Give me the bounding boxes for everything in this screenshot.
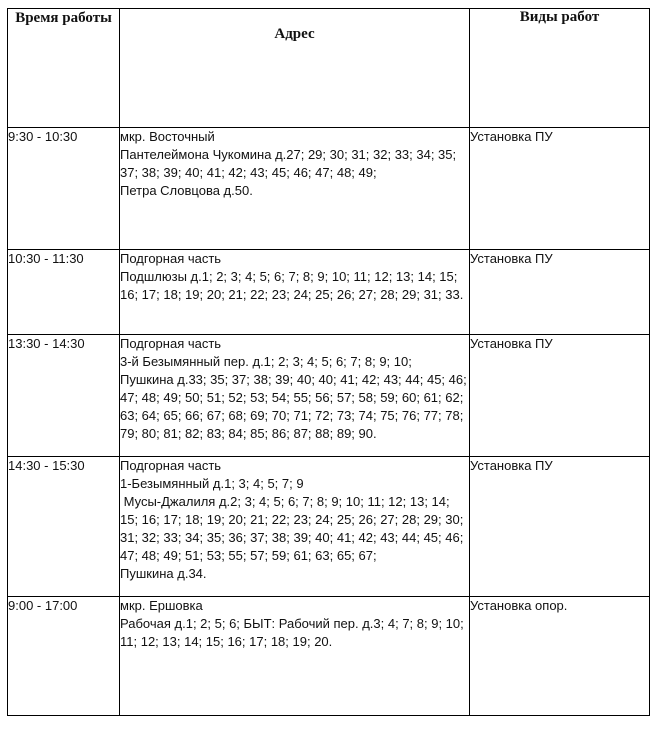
work-cell: Установка ПУ	[470, 128, 650, 250]
work-cell: Установка ПУ	[470, 457, 650, 597]
table-row	[8, 457, 650, 597]
header-time	[8, 9, 120, 128]
address-line: Подгорная часть	[120, 251, 222, 266]
time-cell: 14:30 - 15:30	[8, 457, 120, 597]
address-cell	[120, 457, 470, 597]
address-cell	[120, 335, 470, 457]
schedule-table	[7, 8, 650, 716]
address-line: Петра Словцова д.50.	[120, 183, 253, 198]
header-time-label: Время работы	[15, 10, 112, 26]
address-cell	[120, 597, 470, 716]
table-row	[8, 597, 650, 716]
work-cell: Установка ПУ	[470, 335, 650, 457]
address-line: Подгорная часть	[120, 458, 222, 473]
table-row	[8, 335, 650, 457]
address-line: Рабочая д.1; 2; 5; 6; БЫТ: Рабочий пер. д.3; 4; 7; 8; 9; 10; 11; 12; 13; 14; 15; 16; 17; 18; 19; 20.	[120, 616, 464, 649]
work-cell: Установка опор.	[470, 597, 650, 716]
work-cell: Установка ПУ	[470, 250, 650, 335]
header-address-label: Адрес	[274, 26, 315, 42]
address-line: Пушкина д.33; 35; 37; 38; 39; 40; 40; 41; 42; 43; 44; 45; 46; 47; 48; 49; 50; 51; 52; 53; 54; 55; 56; 57; 58; 59; 60; 61; 62; 63; 64; 65; 66; 67; 68; 69; 70; 71; 72; 73; 74; 75; 76; 77; 78; 79; 80; 81; 82; 83; 84; 85; 86; 87; 88; 89; 90.	[120, 372, 467, 441]
header-row	[8, 9, 650, 128]
time-cell: 13:30 - 14:30	[8, 335, 120, 457]
address-line: 1-Безымянный д.1; 3; 4; 5; 7; 9	[120, 476, 304, 491]
address-line: Мусы-Джалиля д.2; 3; 4; 5; 6; 7; 8; 9; 10; 11; 12; 13; 14; 15; 16; 17; 18; 19; 20; 21; 22; 23; 24; 25; 26; 27; 28; 29; 30; 31; 32; 33; 34; 35; 36; 37; 38; 39; 40; 41; 42; 43; 44; 45; 46; 47; 48; 49; 51; 53; 55; 57; 59; 61; 63; 65; 67;	[120, 494, 467, 563]
time-cell: 9:30 - 10:30	[8, 128, 120, 250]
address-line: Пушкина д.34.	[120, 566, 207, 581]
address-cell	[120, 128, 470, 250]
time-cell: 9:00 - 17:00	[8, 597, 120, 716]
address-line: мкр. Ершовка	[120, 598, 203, 613]
address-line: мкр. Восточный	[120, 129, 215, 144]
address-line: Подгорная часть	[120, 336, 222, 351]
address-line: Пантелеймона Чукомина д.27; 29; 30; 31; 32; 33; 34; 35; 37; 38; 39; 40; 41; 42; 43; 45; 46; 47; 48; 49;	[120, 147, 457, 180]
time-cell: 10:30 - 11:30	[8, 250, 120, 335]
header-work-label: Виды работ	[519, 9, 600, 25]
address-cell	[120, 250, 470, 335]
address-line: 3-й Безымянный пер. д.1; 2; 3; 4; 5; 6; 7; 8; 9; 10;	[120, 354, 412, 369]
header-address	[120, 9, 470, 128]
table-row	[8, 128, 650, 250]
header-work	[470, 9, 650, 128]
table-row	[8, 250, 650, 335]
address-line: Подшлюзы д.1; 2; 3; 4; 5; 6; 7; 8; 9; 10; 11; 12; 13; 14; 15; 16; 17; 18; 19; 20; 21; 22; 23; 24; 25; 26; 27; 28; 29; 31; 33.	[120, 269, 464, 302]
